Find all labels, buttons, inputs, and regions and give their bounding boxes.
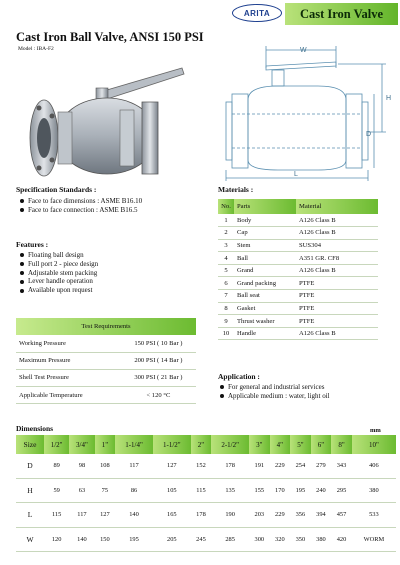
- bullet-icon: [20, 253, 24, 257]
- feature-item: Floating ball design: [20, 251, 98, 260]
- dimensions-heading: Dimensions: [16, 424, 54, 433]
- features-list: [20, 251, 98, 295]
- category-banner: [285, 3, 398, 25]
- arita-logo: [232, 4, 282, 22]
- test-heading: Test Requirements: [16, 318, 196, 335]
- dimensions-header-row: Size 1/2" 3/4" 1" 1-1/4" 1-1/2" 2" 2-1/2" 3" 4" 5" 6" 8" 10": [16, 435, 396, 454]
- application-list: [220, 383, 330, 401]
- category-title: Cast Iron Valve: [299, 6, 384, 21]
- bullet-icon: [20, 208, 24, 212]
- spec-heading: Specification Standards :: [16, 185, 97, 194]
- table-row: 2 Cap A126 Class B: [218, 227, 378, 240]
- dim-label-w: W: [300, 47, 307, 54]
- spec-list: [20, 197, 142, 215]
- table-row: 9 Thrust washer PTFE: [218, 315, 378, 328]
- valve-dimension-drawing: [218, 42, 398, 182]
- table-row: 7 Ball seat PTFE: [218, 290, 378, 303]
- table-row: W 120 140 150 195 205 245 285 300 320 350 380 420 WORM: [16, 527, 396, 551]
- bullet-icon: [20, 289, 24, 293]
- table-row: D 89 98 108 117 127 152 178 191 229 254 279 343 406: [16, 454, 396, 478]
- spec-item: Face to face dimensions : ASME B16.10: [20, 197, 142, 206]
- table-row: 3 Stem SUS304: [218, 239, 378, 252]
- product-title: Cast Iron Ball Valve, ANSI 150 PSI: [16, 30, 204, 44]
- materials-heading: Materials :: [218, 185, 254, 194]
- table-row: 6 Grand packing PTFE: [218, 277, 378, 290]
- valve-photo: [12, 56, 187, 181]
- bullet-icon: [220, 385, 224, 389]
- bullet-icon: [220, 394, 224, 398]
- feature-item: Adjustable stem packing: [20, 269, 98, 278]
- feature-item: Full port 2 - piece design: [20, 260, 98, 269]
- table-row: Applicable Temperature < 120 °C: [16, 387, 196, 404]
- model-number: Model : IBA-F2: [18, 46, 54, 52]
- application-item: For general and industrial services: [220, 383, 330, 392]
- test-requirements-table: [16, 318, 196, 404]
- features-heading: Features :: [16, 240, 49, 249]
- application-item: Applicable medium : water, light oil: [220, 392, 330, 401]
- materials-header-row: [218, 199, 378, 214]
- brand-name: ARITA: [243, 8, 271, 18]
- materials-col-no: No.: [218, 199, 234, 214]
- table-row: Working Pressure 150 PSI ( 10 Bar ): [16, 335, 196, 352]
- table-row: Maximum Pressure 200 PSI ( 14 Bar ): [16, 352, 196, 369]
- materials-col-material: Material: [296, 199, 378, 214]
- materials-col-parts: Parts: [234, 199, 296, 214]
- table-row: 5 Grand A126 Class B: [218, 264, 378, 277]
- materials-table: [218, 199, 378, 340]
- bullet-icon: [20, 280, 24, 284]
- dim-label-h: H: [386, 95, 392, 102]
- spec-item: Face to face connection : ASME B16.5: [20, 206, 142, 215]
- table-row: Shell Test Pressure 300 PSI ( 21 Bar ): [16, 369, 196, 386]
- dim-label-l: L: [294, 171, 298, 178]
- dimensions-table: [16, 435, 396, 552]
- application-heading: Application :: [218, 372, 260, 381]
- feature-item: Available upon request: [20, 286, 98, 295]
- table-row: H 59 63 75 86 105 115 135 155 170 195 240 295 380: [16, 478, 396, 502]
- table-row: 1 Body A126 Class B: [218, 214, 378, 227]
- table-row: L 115 117 127 140 165 178 190 203 229 356 394 457 533: [16, 503, 396, 527]
- bullet-icon: [20, 199, 24, 203]
- bullet-icon: [20, 262, 24, 266]
- feature-item: Lever handle operation: [20, 277, 98, 286]
- table-row: 4 Ball A351 GR. CF8: [218, 252, 378, 265]
- table-row: 10 Handle A126 Class B: [218, 327, 378, 340]
- table-row: 8 Gasket PTFE: [218, 302, 378, 315]
- bullet-icon: [20, 271, 24, 275]
- dimensions-unit: mm: [370, 427, 381, 434]
- dim-label-d: D: [366, 131, 372, 138]
